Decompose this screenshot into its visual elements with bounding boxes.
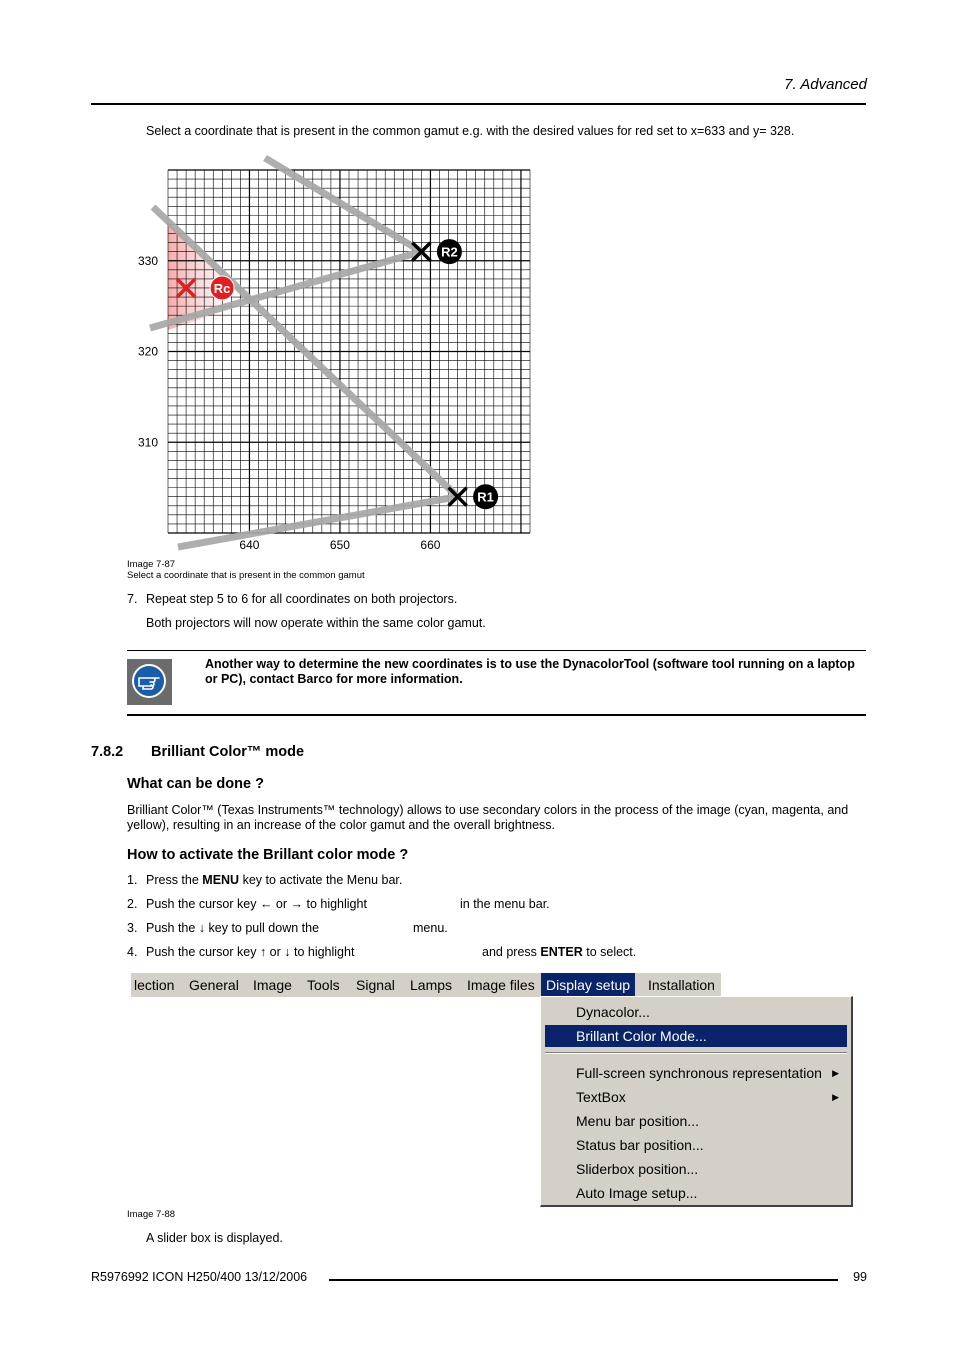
page-number: 99 (853, 1270, 867, 1284)
y-tick-label: 330 (137, 253, 158, 268)
slider-box-text: A slider box is displayed. (146, 1231, 283, 1245)
image-caption: Select a coordinate that is present in the common gamut (127, 570, 365, 581)
how-title: How to activate the Brillant color mode ? (127, 847, 409, 863)
point-label: R1 (477, 489, 494, 505)
menu-item-selection[interactable]: lection (134, 977, 175, 993)
what-title: What can be done ? (127, 776, 264, 792)
x-tick-label: 660 (420, 538, 441, 552)
step-7-result: Both projectors will now operate within the same color gamut. (146, 616, 486, 630)
footer-document-id: R5976992 ICON H250/400 13/12/2006 (91, 1270, 308, 1284)
point-label: R2 (441, 244, 458, 260)
step-2-number: 2. (127, 897, 138, 911)
submenu-arrow-icon: ▶ (832, 1092, 839, 1102)
image-number: Image 7-87 (127, 559, 176, 570)
menu-bar (131, 973, 721, 997)
menu-item-tools[interactable]: Tools (307, 977, 340, 993)
menu-item-lamps[interactable]: Lamps (410, 977, 453, 993)
point-label: Rc (213, 280, 231, 296)
step-3-number: 3. (127, 921, 138, 935)
menu-item-image[interactable]: Image (253, 977, 292, 993)
menu-item-display-setup[interactable]: Display setup (541, 973, 635, 997)
display-setup-dropdown (540, 996, 853, 1207)
chapter-title: 7. Advanced (784, 76, 867, 93)
intro-paragraph: Select a coordinate that is present in the common gamut e.g. with the desired values for red set to x=633 and y= 328. (146, 124, 795, 138)
x-tick-label: 640 (239, 538, 260, 552)
menu-option-dynacolor[interactable]: Dynacolor... (576, 1004, 650, 1020)
note-bottom-rule (127, 714, 866, 716)
note-top-rule (127, 650, 866, 651)
menu-item-general[interactable]: General (189, 977, 239, 993)
step-2-text: Push the cursor key ← or → to highlight (146, 897, 367, 911)
gamut-chart (120, 150, 550, 560)
menu-item-installation[interactable]: Installation (648, 977, 715, 993)
step-2-text-end: in the menu bar. (460, 897, 550, 911)
menu-option-menu-bar-position[interactable]: Menu bar position... (576, 1113, 699, 1129)
menu-option-textbox[interactable]: TextBox ▶ (545, 1086, 847, 1108)
note-text: Another way to determine the new coordinates is to use the DynacolorTool (software tool running on a laptop or PC), contact Barco for more information. (205, 657, 855, 686)
gamut-edge-1 (265, 158, 421, 252)
menu-item-signal[interactable]: Signal (356, 977, 395, 993)
y-tick-label: 310 (137, 435, 158, 450)
menu-option-auto-image-setup[interactable]: Auto Image setup... (576, 1185, 698, 1201)
note-icon-box (127, 659, 172, 705)
menu-option-brillant-color-mode[interactable]: Brillant Color Mode... (545, 1025, 847, 1047)
step-4-text-end: and press ENTER to select. (482, 945, 637, 959)
menu-option-full-screen-sync[interactable]: Full-screen synchronous representation ▶ (545, 1062, 847, 1084)
pointing-hand-icon (132, 664, 166, 698)
menu-item-image-files[interactable]: Image files (467, 977, 535, 993)
section-title: Brilliant Color™ mode (151, 744, 305, 760)
y-tick-label: 320 (137, 344, 158, 359)
menu-option-status-bar-position[interactable]: Status bar position... (576, 1137, 704, 1153)
step-1-number: 1. (127, 873, 138, 887)
menu-option-sliderbox-position[interactable]: Sliderbox position... (576, 1161, 699, 1177)
footer-rule (329, 1279, 838, 1281)
gamut-edge-4 (178, 497, 458, 547)
step-4-number: 4. (127, 945, 138, 959)
header-rule (91, 103, 866, 105)
step-4-text: Push the cursor key ↑ or ↓ to highlight (146, 945, 355, 959)
step-7-number: 7. (127, 592, 138, 606)
section-number: 7.8.2 (91, 744, 124, 760)
step-1-text: Press the MENU key to activate the Menu bar. (146, 873, 403, 887)
menu-separator (545, 1052, 847, 1054)
what-text: Brilliant Color™ (Texas Instruments™ technology) allows to use secondary colors in the process of the image (cyan, magenta, and yellow), resulting in an increase of the color gamut and the overall brightness. (127, 803, 849, 832)
step-3-text: Push the ↓ key to pull down the (146, 921, 320, 935)
step-3-text-end: menu. (413, 921, 448, 935)
image-number-2: Image 7-88 (127, 1209, 176, 1220)
step-7-text: Repeat step 5 to 6 for all coordinates on both projectors. (146, 592, 458, 606)
submenu-arrow-icon: ▶ (832, 1068, 839, 1078)
x-tick-label: 650 (329, 538, 350, 552)
